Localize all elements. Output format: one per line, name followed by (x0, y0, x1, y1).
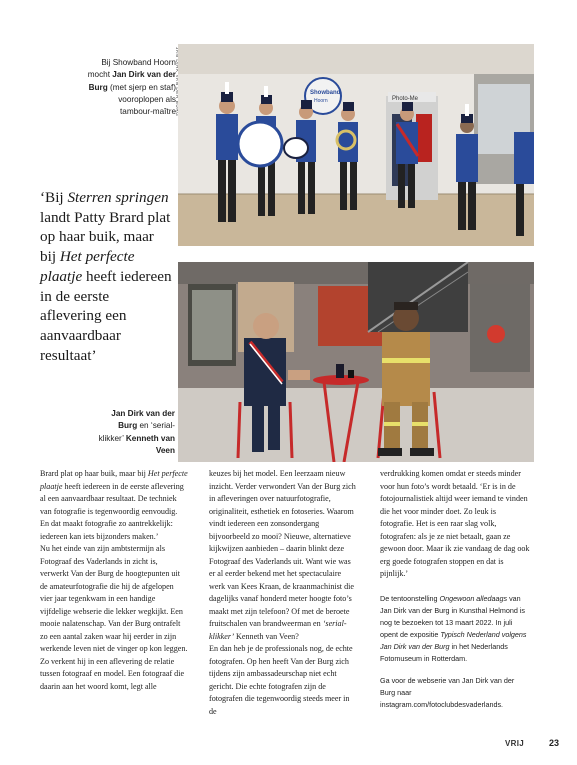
photo-showband (178, 44, 534, 246)
caption-text: (met sjerp en staf) vooroplopen als tambour-maître (107, 82, 176, 117)
paragraph: Nu het einde van zijn ambtstermijn als Fotograaf des Vaderlands in zicht is, verwerkt Van der Burg de hoogtepunten uit de amateurfotografie die hij de afgelopen vier jaar tegenkwam in een handige vijfdelige webserie die lekker wegkijkt. Een mooie nalatenschap. Van der Burg ontrafelt zo een aantal zaken waar hij eerder in zijn werkende leven niet de vinger op kon leggen. Zo verkent hij in een aflevering de relatie tussen fotograaf en model. Een fotograaf die daarin aan het woord komt, legt alle (40, 544, 188, 691)
paragraph: Brard plat op haar buik, maar bij Het perfecte plaatje heeft iedereen in de eerste aflevering al een aanvaardbaar resultaat. De techniek van fotografie is tegenwoordig eenvoudig. En dat maakt fotografie zo aantrekkelijk: iedereen kan iets bijzonders maken.’ (40, 469, 188, 541)
quote-title-2: Het perfecte plaatje (40, 248, 135, 285)
photo-portrait (178, 262, 534, 462)
article-column-2 (209, 468, 357, 718)
quote-title-1: Sterren springen (67, 189, 169, 206)
photo-caption-bottom: Jan Dirk van der Burg en ‘serial-klikker’ Kenneth van Veen (98, 409, 175, 455)
webseries-info: Ga voor de webserie van Jan Dirk van der Burg naar instagram.com/fotoclubdesvaderlands. (380, 675, 515, 709)
drum-text-bottom: Hoorn (314, 98, 328, 104)
photobooth-sign: Photo-Me (392, 96, 419, 102)
drum-text-top: Showband (310, 90, 341, 96)
magazine-logo: VRIJ (505, 739, 524, 748)
paragraph: En dan heb je de professionals nog, de echte fotografen. Op hen heeft Van der Burg zich tijdens zijn ambassadeurschap niet echt gericht. Die echte fotografen zijn de fotografen die tegenwoordig steeds meer in de (209, 644, 353, 716)
article-column-3 (380, 468, 530, 711)
article-column-1 (40, 468, 188, 693)
caption-name: Kenneth van Veen (125, 433, 175, 455)
page-number: 23 (549, 738, 560, 748)
caption-name: Jan Dirk van der Burg (88, 70, 176, 92)
pull-quote: ‘Bij Sterren springen landt Patty Brard plat op haar buik, maar bij Het perfecte plaatje heeft iedereen in de eerste aflevering een aanvaardbaar resultaat’ (40, 189, 172, 364)
caption-text: Bij Showband Hoorn mocht (87, 58, 176, 80)
photo-caption-top (86, 57, 176, 118)
paragraph: verdrukking komen omdat er steeds minder voor hun foto’s wordt betaald. ‘Er is in de fotojournalistiek altijd weer iemand te vinden die het voor minder doet. Zo leuk is fotografie. Het is een raar slag volk, fotografen: als je ze niet betaalt, gaan ze gewoon door. Maar ik zie vandaag de dag ook erg goede fotografen stoppen en dat is pijnlijk.’ (380, 469, 530, 578)
exhibition-info: De tentoonstelling Ongewoon alledaags van Jan Dirk van der Burg in Kunsthal Helmond is nog te bezoeken tot 13 maart 2022. In juli opent de expositie Typisch Nederland volgens Jan Dirk van der Burg in het Nederlands Fotomuseum in Rotterdam. (380, 593, 527, 663)
caption-name: Jan Dirk van der Burg (111, 409, 175, 431)
paragraph: keuzes bij het model. Een leerzaam nieuw inzicht. Verder verwondert Van der Burg zich in afleveringen over natuurfotografie, originaliteit, esthetiek en fotoseries. Waarom vindt iedereen een zonsondergang bijvoorbeeld zo mooi? Nieuwe, alternatieve kijkwijzen aanbieden – daarin blinkt deze Fotograaf des Vaderlands uit. Want wie was er al eerder bekend met het spectaculaire werk van Kees Kraan, de kraanmachinist die dagelijks vanaf honderd meter hoogte foto’s maakt met zijn telefoon? Of met de beroete fruitschalen van brandweerman en ‘serial-klikker’ Kenneth van Veen? (209, 469, 356, 641)
